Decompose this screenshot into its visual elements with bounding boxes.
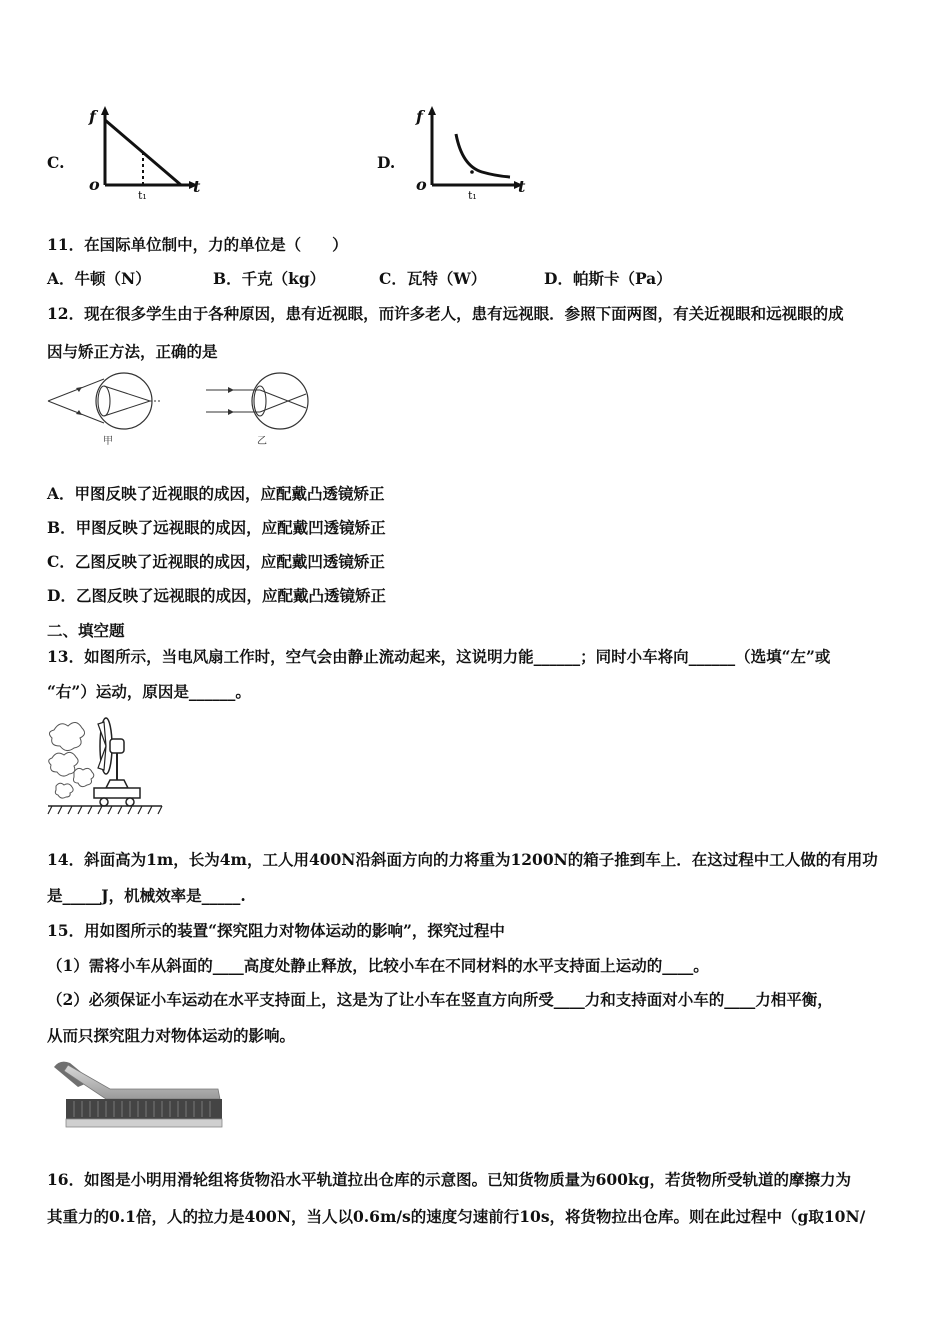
- eye-diagram-yi: [206, 373, 308, 447]
- eye-diagram-jia-caption: 甲: [103, 436, 113, 447]
- q10-graph-c: [85, 100, 205, 200]
- q10-option-d-label: D.: [377, 153, 396, 172]
- eye-diagram-jia: [48, 373, 162, 447]
- q12-stem-line1: 12．现在很多学生由于各种原因，患有近视眼，而许多老人，患有远视眼．参照下面两图，有关近视眼和远视眼的成: [47, 304, 844, 323]
- graph-c-t-label: t: [193, 177, 201, 196]
- graph-c-f-label: f: [89, 107, 96, 126]
- cart: [94, 788, 140, 806]
- q11-option-c: C．瓦特（W）: [379, 269, 487, 288]
- q11-option-b: B．千克（kg）: [213, 269, 326, 288]
- graph-d-point: [470, 170, 474, 174]
- horizontal-track: [66, 1099, 222, 1127]
- graph-d-o-label: o: [416, 175, 427, 194]
- section-title: 二、填空题: [47, 621, 125, 640]
- q16-line1: 16．如图是小明用滑轮组将货物沿水平轨道拉出仓库的示意图。已知货物质量为600kg，若货物所受轨道的摩擦力为: [47, 1170, 852, 1189]
- graph-c-o-label: o: [89, 175, 100, 194]
- q13-line2: “右”）运动，原因是______。: [47, 682, 251, 701]
- q12-option-a: A．甲图反映了近视眼的成因，应配戴凸透镜矫正: [47, 484, 385, 503]
- q16-line2: 其重力的0.1倍，人的拉力是400N，当人以0.6m/s的速度匀速前行10s，将货物拉出仓库。则在此过程中（g取10N/: [47, 1207, 866, 1226]
- q15-incline-apparatus: [48, 1055, 228, 1135]
- q15-line1: 15．用如图所示的装置“探究阻力对物体运动的影响”，探究过程中: [47, 921, 505, 940]
- q12-eye-diagrams: [44, 370, 334, 452]
- q11-stem: 11．在国际单位制中，力的单位是（ ）: [47, 235, 348, 254]
- graph-c-t1-label: t₁: [138, 189, 147, 200]
- graph-d-curve: [456, 134, 510, 177]
- graph-d-t1-label: t₁: [468, 189, 477, 200]
- graph-d-y-arrow: [428, 106, 436, 115]
- q15-line3: （2）必须保证小车运动在水平支持面上，这是为了让小车在竖直方向所受____力和支持面对小车的____力相平衡，: [47, 990, 833, 1009]
- incline-ramp: [54, 1062, 220, 1099]
- q12-option-d: D．乙图反映了远视眼的成因，应配戴凸透镜矫正: [47, 586, 386, 605]
- q12-option-b: B．甲图反映了远视眼的成因，应配戴凹透镜矫正: [47, 518, 386, 537]
- q15-line4: 从而只探究阻力对物体运动的影响。: [47, 1026, 296, 1045]
- q11-option-a: A．牛顿（N）: [47, 269, 151, 288]
- q12-stem-line2: 因与矫正方法，正确的是: [47, 342, 218, 361]
- eye-diagram-yi-caption: 乙: [257, 436, 267, 447]
- q13-line1: 13．如图所示，当电风扇工作时，空气会由静止流动起来，这说明力能______；同时小车将向______（选填“左”或: [47, 647, 831, 666]
- q12-option-c: C．乙图反映了近视眼的成因，应配戴凹透镜矫正: [47, 552, 385, 571]
- q13-fan-cart-figure: [44, 710, 169, 820]
- graph-d-f-label: f: [416, 107, 423, 126]
- graph-c-y-arrow: [101, 106, 109, 115]
- graph-d-t-label: t: [518, 177, 526, 196]
- q15-line2: （1）需将小车从斜面的____高度处静止释放，比较小车在不同材料的水平支持面上运动的____。: [47, 956, 709, 975]
- ground: [48, 806, 162, 814]
- q14-line2: 是_____J，机械效率是_____.: [47, 886, 246, 905]
- q10-graph-d: [412, 100, 532, 200]
- air-puffs: [49, 722, 94, 798]
- q14-line1: 14．斜面高为1m，长为4m，工人用400N沿斜面方向的力将重为1200N的箱子推到车上．在这过程中工人做的有用功: [47, 850, 878, 869]
- q11-option-d: D．帕斯卡（Pa）: [544, 269, 672, 288]
- electric-fan: [98, 718, 128, 788]
- q10-option-c-label: C.: [47, 153, 65, 172]
